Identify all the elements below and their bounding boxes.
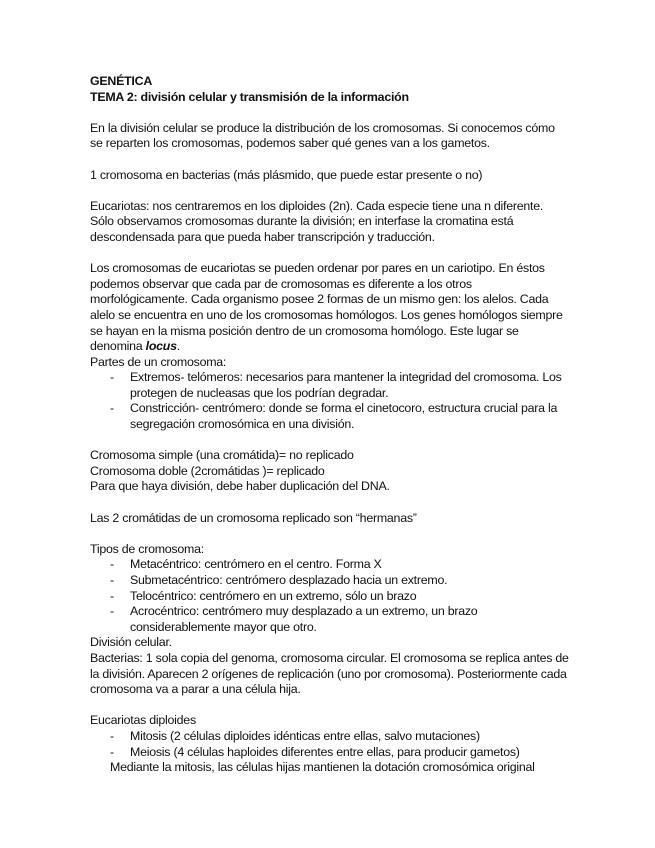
- bullet-dash: -: [110, 573, 114, 587]
- paragraph-eucariotas: Eucariotas: nos centraremos en los diploides (2n). Cada especie tiene una n diferente. Sólo observamos cromosomas durante la división; en interfase la cromatina está descondensada para que pueda haber transcripción y traducción.: [90, 198, 544, 244]
- bullet-dash: -: [110, 401, 114, 416]
- list-item: [90, 745, 570, 761]
- eucariotas-diploides-heading: Eucariotas diploides: [90, 713, 196, 728]
- mitosis-note: Mediante la mitosis, las células hijas mantienen la dotación cromosómica original: [110, 760, 535, 775]
- list-item: [90, 729, 570, 745]
- eucariotas-list: [90, 729, 570, 760]
- list-item-text: Metacéntrico: centrómero en el centro. Forma X: [130, 557, 382, 572]
- bullet-dash: -: [110, 370, 114, 385]
- list-item: [90, 557, 570, 573]
- partes-list: [90, 370, 570, 432]
- list-item: [90, 401, 570, 432]
- tipos-heading: Tipos de cromosoma:: [90, 541, 204, 556]
- paragraph-cariotipo: [90, 261, 570, 355]
- list-item-text: Submetacéntrico: centrómero desplazado hacia un extremo.: [130, 573, 448, 587]
- paragraph-bacteria: 1 cromosoma en bacterias (más plásmido, que puede estar presente o no): [90, 167, 483, 182]
- list-item-text: Telocéntrico: centrómero en un extremo, sólo un brazo: [130, 588, 417, 603]
- paragraph-bacterias-division: Bacterias: 1 sola copia del genoma, cromosoma circular. El cromosoma se replica antes de la división. Aparecen 2 orígenes de replicación (uno por cromosoma). Posteriormente cada cromosoma va a parar a una célula hija.: [90, 650, 569, 697]
- list-item-text: Extremos- telómeros: necesarios para mantener la integridad del cromosoma. Los protegen de nucleasas que los podrían degradar.: [130, 370, 562, 400]
- bullet-dash: -: [110, 557, 114, 572]
- list-item-text: Mitosis (2 células diploides idénticas entre ellas, salvo mutaciones): [130, 728, 480, 743]
- partes-heading: Partes de un cromosoma:: [90, 354, 227, 369]
- locus-term: locus: [145, 339, 177, 354]
- division-celular-heading: División celular.: [90, 635, 172, 650]
- list-item: [90, 589, 570, 605]
- bullet-dash: -: [110, 744, 114, 759]
- tipos-list: [90, 557, 570, 635]
- bullet-dash: -: [110, 728, 114, 743]
- list-item-text: Constricción- centrómero: donde se forma el cinetocoro, estructura crucial para la segregación cromosómica en una división.: [130, 401, 558, 432]
- list-item-text: Acrocéntrico: centrómero muy desplazado a un extremo, un brazo considerablemente mayor que otro.: [130, 604, 478, 634]
- paragraph-intro: En la división celular se produce la distribución de los cromosomas. Si conocemos cómo se reparten los cromosomas, podemos saber qué genes van a los gametos.: [90, 120, 555, 151]
- list-item: [90, 604, 570, 635]
- bullet-dash: -: [110, 588, 114, 603]
- list-item: [90, 573, 570, 589]
- cromatidas-hermanas: Las 2 cromátidas de un cromosoma replicado son “hermanas”: [90, 510, 417, 525]
- document-body: [90, 74, 570, 776]
- list-item: [90, 370, 570, 401]
- list-item-text: Meiosis (4 células haploides diferentes entre ellas, para producir gametos): [130, 744, 520, 759]
- paragraph-cariotipo-text: Los cromosomas de eucariotas se pueden ordenar por pares en un cariotipo. En éstos podemos observar que cada par de cromosomas es diferente a los otros morfológicamente. Cada organismo posee 2 formas de un mismo gen: los alelos. Cada alelo se encuentra en uno de los cromosomas homólogos. Los genes homólogos siempre se hayan en la misma posición dentro de un cromosoma homólogo. Este lugar se denomina: [90, 261, 563, 354]
- division-requirement: Para que haya división, debe haber duplicación del DNA.: [90, 479, 390, 494]
- paragraph-cariotipo-end: .: [176, 339, 180, 354]
- cromosoma-doble: Cromosoma doble (2cromátidas )= replicado: [90, 463, 325, 478]
- cromosoma-simple: Cromosoma simple (una cromátida)= no replicado: [90, 448, 354, 463]
- bullet-dash: -: [110, 604, 114, 619]
- doc-subtitle: TEMA 2: división celular y transmisión de la información: [90, 89, 409, 104]
- doc-title: GENÉTICA: [90, 74, 153, 88]
